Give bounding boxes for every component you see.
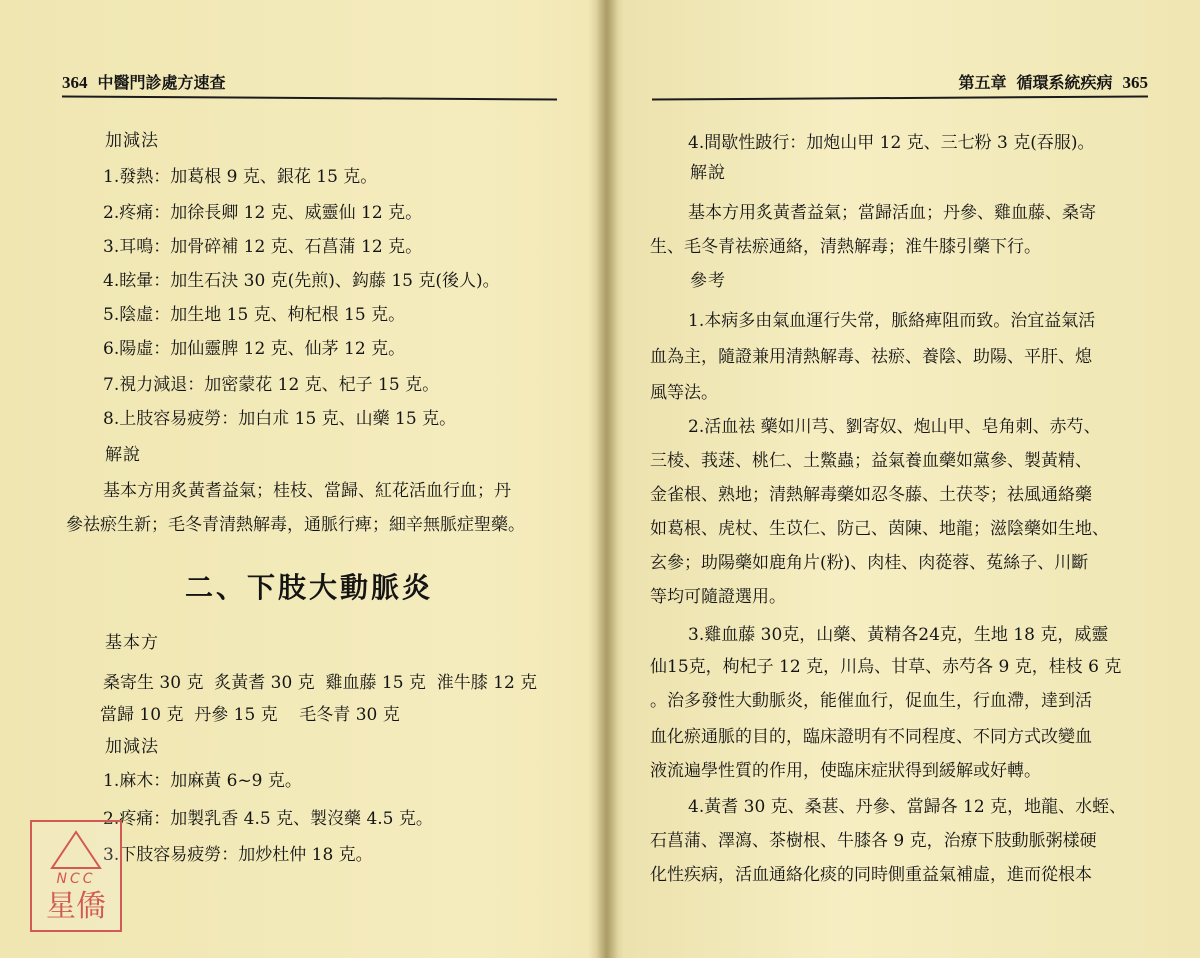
text-line: 3.耳鳴：加骨碎補 12 克、石菖蒲 12 克。 (103, 237, 423, 257)
text-line: 玄參；助陽藥如鹿角片(粉)、肉桂、肉蓯蓉、菟絲子、川斷 (650, 553, 1089, 573)
text-line: 3.雞血藤 30克，山藥、黃精各24克，生地 18 克，威靈 (688, 625, 1109, 645)
text-line: 4.間歇性跛行：加炮山甲 12 克、三七粉 3 克(吞服)。 (688, 133, 1095, 153)
text-line: 參祛瘀生新；毛冬青清熱解毒，通脈行痺；細辛無脈症聖藥。 (66, 515, 525, 535)
text-line: 生、毛冬青祛瘀通絡，清熱解毒；淮牛膝引藥下行。 (650, 237, 1041, 257)
text-line: 1.麻木：加麻黃 6~9 克。 (103, 771, 302, 791)
text-line: 5.陰虛：加生地 15 克、枸杞根 15 克。 (103, 305, 406, 325)
book-title: 中醫門診處方速查 (97, 73, 226, 92)
text-line: 金雀根、熟地；清熱解毒藥如忍冬藤、土茯苓；祛風通絡藥 (650, 485, 1092, 505)
formula-line: 桑寄生 30 克 炙黃耆 30 克 雞血藤 15 克 淮牛膝 12 克 (103, 673, 538, 693)
text-line: 液流遍學性質的作用，使臨床症狀得到緩解或好轉。 (650, 761, 1041, 781)
text-line: 4.黃耆 30 克、桑葚、丹參、當歸各 12 克，地龍、水蛭、 (688, 797, 1127, 817)
text-line: 7.視力減退：加密蒙花 12 克、杞子 15 克。 (103, 375, 440, 395)
text-line: 血為主，隨證兼用清熱解毒、祛瘀、養陰、助陽、平肝、熄 (650, 347, 1092, 367)
right-running-header (650, 70, 1148, 98)
text-line: 2.活血祛 藥如川芎、劉寄奴、炮山甲、皂角刺、赤芍、 (688, 417, 1101, 437)
text-line: 等均可隨證選用。 (650, 587, 786, 607)
watermark-stamp (30, 820, 122, 932)
watermark-latin: NCC (56, 871, 96, 887)
text-line: 仙15克，枸杞子 12 克，川烏、甘草、赤芍各 9 克，桂枝 6 克 (650, 657, 1122, 677)
chapter-number: 第五章 (958, 73, 1007, 92)
text-line: 基本方用炙黃耆益氣；桂枝、當歸、紅花活血行血；丹 (103, 481, 511, 501)
text-line: 如葛根、虎杖、生苡仁、防己、茵陳、地龍；滋陰藥如生地、 (650, 519, 1109, 539)
subheading-base-formula: 基本方 (105, 633, 159, 653)
text-line: 化性疾病，活血通絡化痰的同時側重益氣補虛，進而從根本 (650, 865, 1092, 885)
text-line: 8.上肢容易疲勞：加白朮 15 克、山藥 15 克。 (103, 409, 457, 429)
right-page-number: 365 (1122, 73, 1148, 92)
text-line: 1.本病多由氣血運行失常，脈絡痺阻而致。治宜益氣活 (688, 311, 1096, 331)
text-line: 2.疼痛：加製乳香 4.5 克、製沒藥 4.5 克。 (103, 809, 433, 829)
text-line: 三棱、莪蒁、桃仁、土鱉蟲；益氣養血藥如黨參、製黃精、 (650, 451, 1092, 471)
text-line: 。治多發性大動脈炎，能催血行，促血生，行血滯，達到活 (650, 691, 1092, 711)
text-line: 6.陽虛：加仙靈脾 12 克、仙茅 12 克。 (103, 339, 406, 359)
text-line: 基本方用炙黃耆益氣；當歸活血；丹參、雞血藤、桑寄 (688, 203, 1096, 223)
text-line: 風等法。 (650, 383, 718, 403)
subheading-reference: 參考 (690, 271, 726, 291)
text-line: 3.下肢容易疲勞：加炒杜仲 18 克。 (103, 845, 373, 865)
right-page (610, 0, 1200, 958)
text-line: 2.疼痛：加徐長卿 12 克、威靈仙 12 克。 (103, 203, 423, 223)
text-line: 1.發熱：加葛根 9 克、銀花 15 克。 (103, 167, 378, 187)
text-line: 石菖蒲、澤瀉、茶樹根、牛膝各 9 克，治療下肢動脈粥樣硬 (650, 831, 1097, 851)
left-page-number: 364 (62, 73, 88, 92)
chapter-title: 循環系統疾病 (1016, 73, 1113, 92)
section-title: 二、下肢大動脈炎 (185, 571, 434, 604)
text-line: 4.眩暈：加生石決 30 克(先煎)、鈎藤 15 克(後人)。 (103, 271, 500, 291)
subheading-explanation: 解說 (105, 445, 141, 465)
subheading-modifications-2: 加減法 (105, 737, 159, 757)
subheading-modifications: 加減法 (105, 131, 159, 151)
watermark-name: 星僑 (46, 889, 106, 924)
formula-line: 當歸 10 克 丹參 15 克 毛冬青 30 克 (100, 705, 400, 725)
text-line: 血化瘀通脈的目的，臨床證明有不同程度、不同方式改變血 (650, 727, 1092, 747)
left-running-header (62, 70, 557, 98)
subheading-explanation: 解說 (690, 163, 726, 183)
